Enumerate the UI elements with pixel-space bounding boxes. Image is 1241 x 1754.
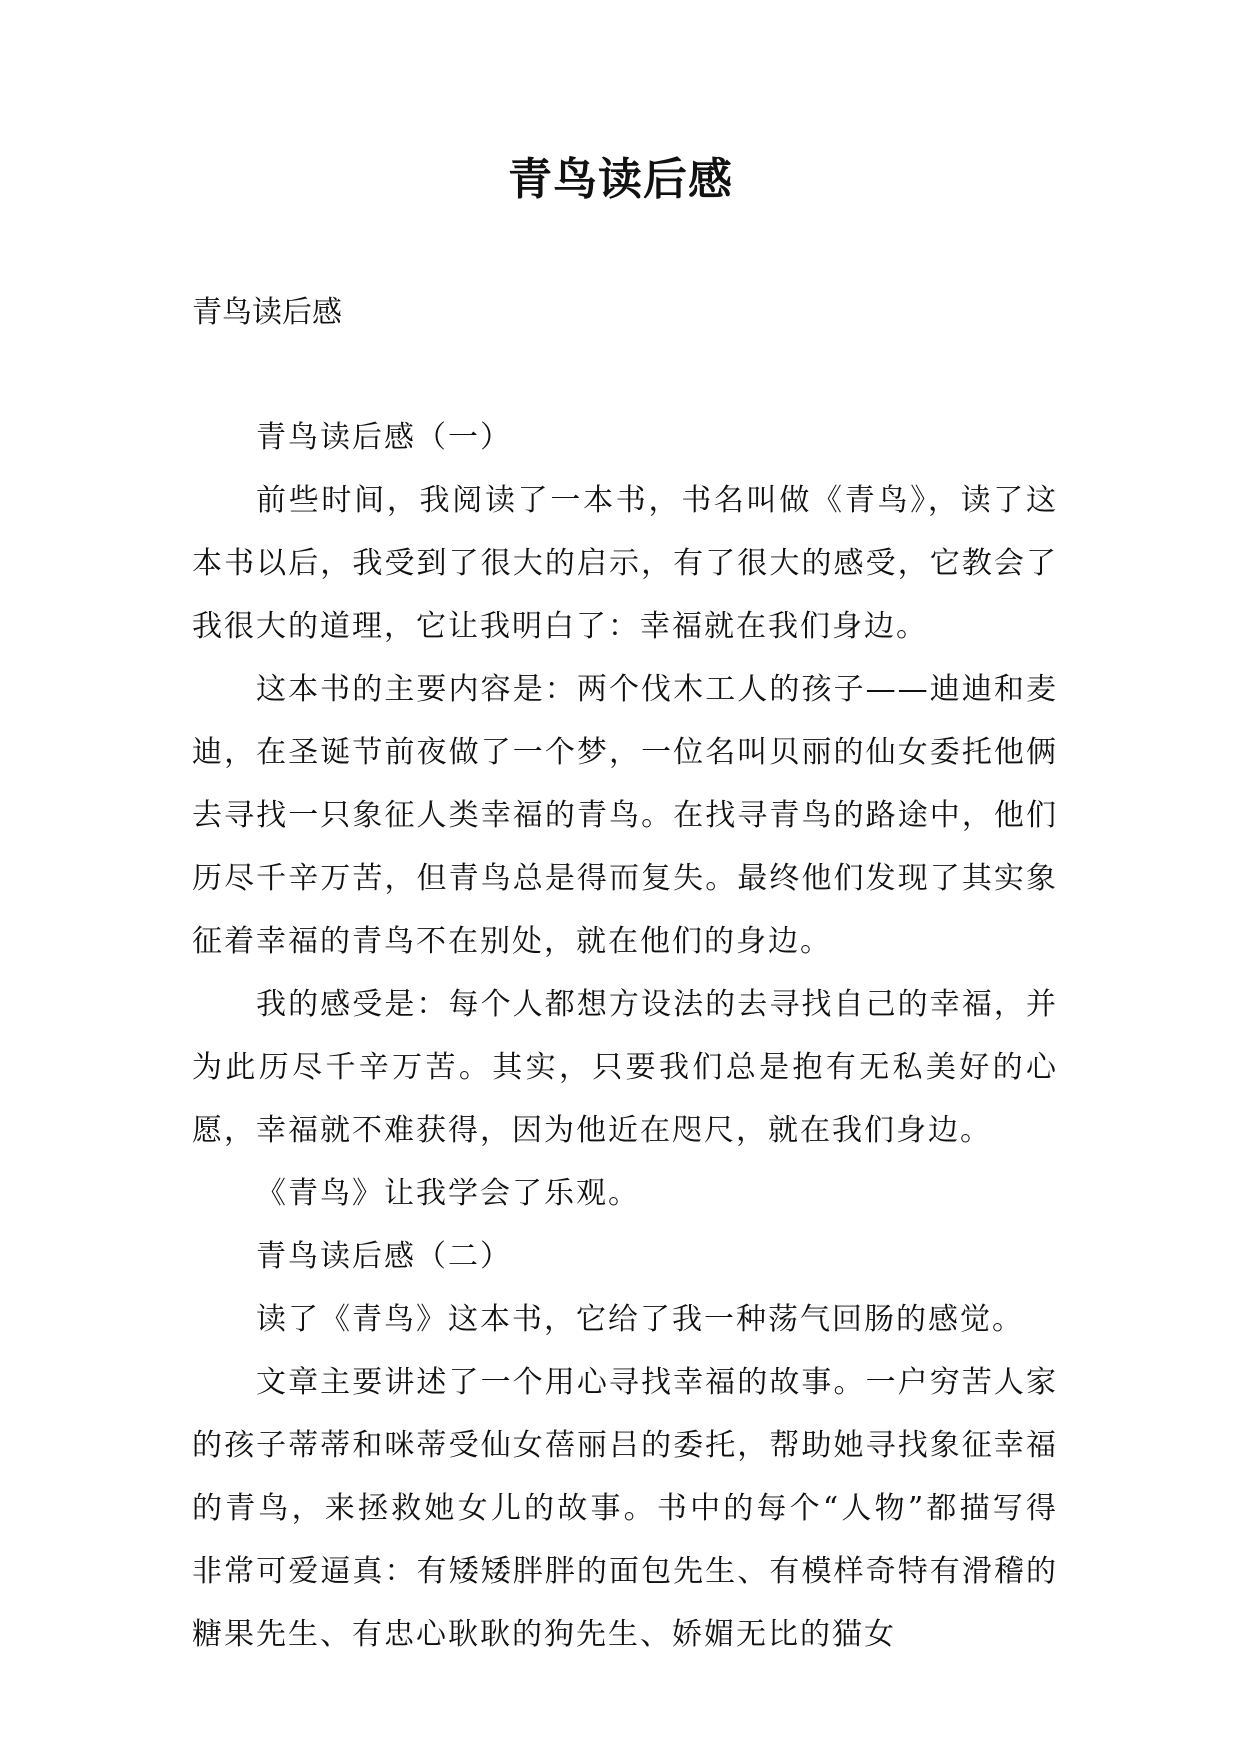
document-title: 青鸟读后感 <box>508 154 733 205</box>
paragraph: 我的感受是：每个人都想方设法的去寻找自己的幸福，并为此历尽千辛万苦。其实，只要我们总是抱有无私美好的心愿，幸福就不难获得，因为他近在咫尺，就在我们身边。 <box>192 987 1058 1148</box>
paragraph: 这本书的主要内容是：两个伐木工人的孩子——迪迪和麦迪，在圣诞节前夜做了一个梦，一位名叫贝丽的仙女委托他俩去寻找一只象征人类幸福的青鸟。在找寻青鸟的路途中，他们历尽千辛万苦，但青鸟总是得而复失。最终他们发现了其实象征着幸福的青鸟不在别处，就在他们的身边。 <box>192 672 1058 959</box>
section-heading-2: 青鸟读后感（二） <box>256 1239 512 1274</box>
paragraph: 文章主要讲述了一个用心寻找幸福的故事。一户穷苦人家的孩子蒂蒂和咪蒂受仙女蓓丽吕的委托，帮助她寻找象征幸福的青鸟，来拯救她女儿的故事。书中的每个“人物”都描写得非常可爱逼真：有矮矮胖胖的面包先生、有模样奇特有滑稽的糖果先生、有忠心耿耿的狗先生、娇媚无比的猫女 <box>192 1365 1058 1652</box>
document-body <box>192 406 1058 1666</box>
document-subtitle: 青鸟读后感 <box>192 295 342 330</box>
paragraph: 读了《青鸟》这本书，它给了我一种荡气回肠的感觉。 <box>256 1302 1024 1337</box>
paragraph: 《青鸟》让我学会了乐观。 <box>256 1176 640 1211</box>
section-heading-1: 青鸟读后感（一） <box>256 420 512 455</box>
paragraph: 前些时间，我阅读了一本书，书名叫做《青鸟》，读了这本书以后，我受到了很大的启示，有了很大的感受，它教会了我很大的道理，它让我明白了：幸福就在我们身边。 <box>192 483 1058 644</box>
